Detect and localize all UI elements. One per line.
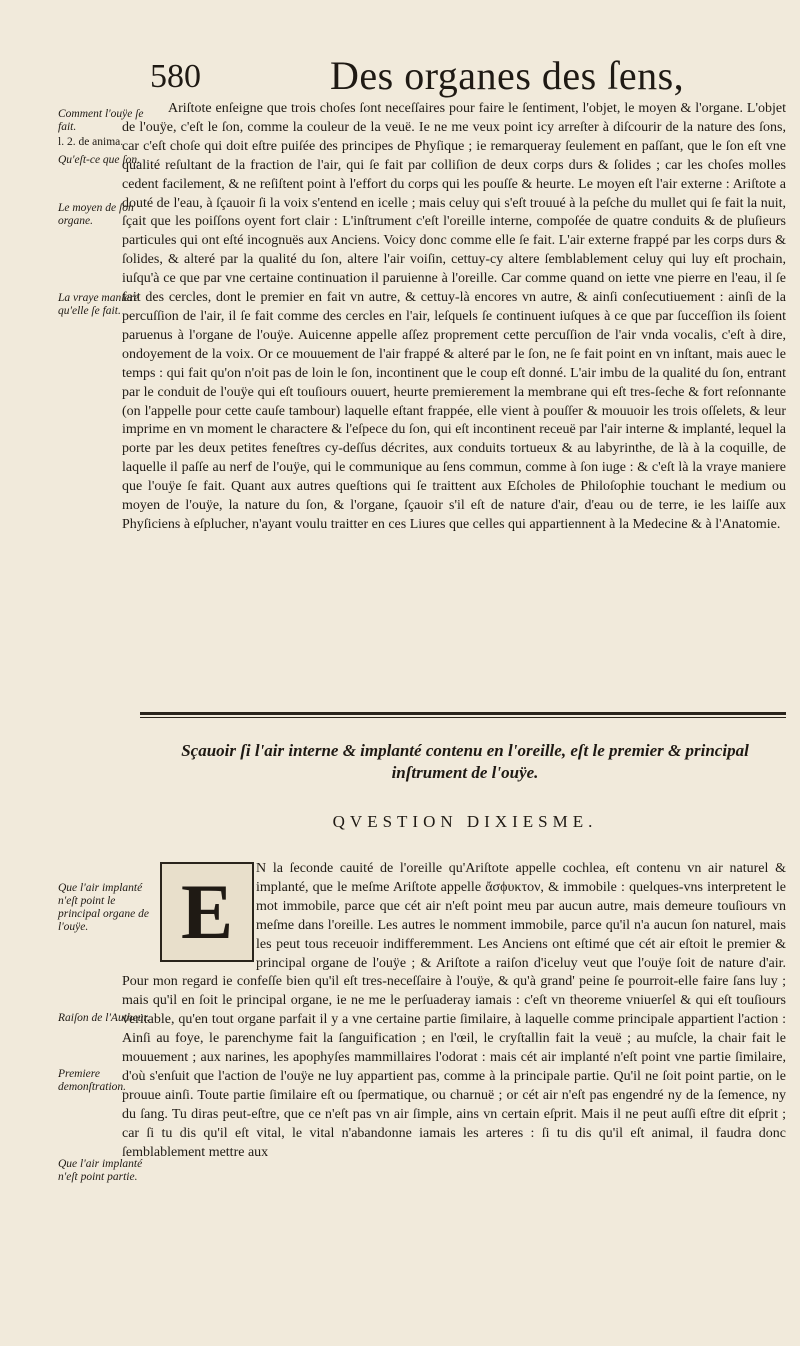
- question-title: Sçauoir ſi l'air interne & implanté contenu en l'oreille, eſt le premier & principal inſtrument de l'ouÿe.: [181, 741, 749, 782]
- paragraph-question: [122, 860, 786, 1163]
- margin-note: Que l'air implanté n'eſt point le principal organe de l'ouÿe.: [58, 882, 149, 933]
- paragraph-aristote: Ariſtote enſeigne que trois choſes ſont neceſſaires pour faire le ſentiment, l'objet, le moyen & l'organe. L'objet de l'ouÿe, c'eſt le ſon, comme la couleur de la veuë. Ie ne me veux point icy arreſter à diſcourir de la nature des ſons, car c'eſt choſe qui doit eſtre puiſée des principes de Phyſique ; ie remarqueray ſeulement en paſſant, que le ſon eſt vne qualité reſultant de la fraction de l'air, qui ſe fait par colliſion de deux corps durs & ſolides ; car les choſes molles cedent facilement, & ne reſiſtent point à l'effort du corps qui les pouſſe & heurte. Le moyen eſt l'air externe : Ariſtote a douté de l'eau, à ſçauoir ſi la voix s'entend en icelle ; mais celuy qui s'eſt trouué à la peſche du mullet qui ſe fait la nuit, ſçait que les poiſſons oyent fort clair : L'inſtrument c'eſt l'oreille interne, compoſée de quatre conduits & de pluſieurs particules qui ont eſté incognuës aux Anciens. Voicy donc comme elle ſe fait. L'air externe frappé par les corps durs & ſolides, & alteré par la qualité du ſon, altere l'air voiſin, cettuy-cy altere ſemblablement celuy qui luy eſt prochain, iuſqu'à ce que par vne certaine continuation il paruienne à l'oreille. Car comme quand on iette vne pierre en l'eau, il ſe fait des cercles, dont le premier en fait vn autre, & cettuy-là encores vn autre, & ainſi conſecutiuement : ainſi de la percuſſion de l'air, il ſe fait comme des cercles en l'air, leſquels ſe continuent iuſques à ce que par ſucceſſion ils ſoient paruenus à l'organe de l'ouÿe. Auicenne appelle aſſez proprement cette percuſſion de l'air vnda vocalis, c'eſt à dire, ondoyement de la voix. Or ce mouuement de l'air frappé & alteré par le ſon, ne ſe fait point en vn inſtant, mais auec le temps : qui fait qu'on n'oit pas de loin le ſon, incontinent que le coup eſt donné. L'air imbu de la qualité du ſon, entrant par le conduit de l'ouÿe qui eſt touſiours ouuert, heurte premierement la membrane qui eſt tres-ſeche & fort reſonnante (on l'appelle pour cette cauſe tambour) laquelle eſtant frappée, elle vient à pouſſer & mouuoir les trois oſſelets, & leur imprime en vn moment le charactere & l'eſpece du ſon, qui eſt incontinent receuë par l'air interne & implanté, lequel la porte par les deux petites feneſtres cy-deſſus décrites, aux conduits tortueux & au labyrinthe, de là à la coquille, de laquelle il paſſe au nerf de l'ouÿe, qui le communique au ſens commun, comme à ſon iuge : & c'eſt là la vraye maniere que l'ouÿe ſe fait. Quant aux autres queſtions qui ſe traittent aux Eſcholes de Philoſophie touchant le medium ou moyen de l'ouÿe, la nature du ſon, & l'organe, ſçauoir s'il eſt de nature d'air, d'eau ou de terre, ie les laiſſe aux Phyſiciens à eſplucher, n'ayant voulu traitter en ces Liures que celles qui appartiennent à la Medecine & à l'Anatomie.: [122, 101, 786, 532]
- paragraph-question-text: N la ſeconde cauité de l'oreille qu'Ariſtote appelle cochlea, eſt contenu vn air naturel & implanté, que le meſme Ariſtote appelle ἄσϕυκτον, & immobile : quelques-vns interpretent le mot immobile, parce que cét air n'eſt point meu par aucun autre, mais demeure touſiours vn meſme dans l'oreille. Les autres le nomment immobile, parce qu'il n'a aucun ſon naturel, mais les peut tous receuoir indifferemment. Les Anciens ont eſtimé que cét air eſtoit le premier & principal organe de l'ouÿe ; & Ariſtote a raiſon d'iceluy veut que l'ouÿe ſoit de nature d'air. Pour mon regard ie confeſſe bien qu'il eſt tres-neceſſaire à l'ouÿe, & qu'à grand' peine ſe pourroit-elle faire ſans luy ; mais qu'il en ſoit le principal organe, ie ne me le perſuaderay iamais : c'eſt vn theoreme vniuerſel & qui eſt touſiours veritable, qu'en tout organe parfait il y a vne certaine partie ſimilaire, à laquelle comme principale appartient l'action : Ainſi au foye, le parenchyme fait la ſanguification ; en l'œil, le cryſtallin fait la veuë ; au muſcle, la chair fait le mouuement ; aux narines, les apophyſes mammillaires l'odorat : mais cét air implanté n'eſt point vne partie ſimilaire, d'où s'enſuit que l'action de l'ouÿe ne luy appartient pas, comme à la principale partie. Qu'il ne ſoit point partie, on le prouue ainſi. Toute partie ſimilaire eſt ou ſpermatique, ou charnuë ; or cét air n'eſt pas engendré ny de la ſemence, ny du ſang. Tu diras peut-eſtre, que ce n'eſt pas vn air ſimple, ains vn certain eſprit. Mais il ne peut auſſi eſtre dit eſprit ; car ſi tu dis qu'il eſt vital, le vital n'abandonne iamais les arteres : ſi tu dis qu'il eſt animal, il faudra donc ſemblablement mettre aux: [122, 861, 786, 1160]
- running-head: Des organes des ſens,: [330, 53, 685, 98]
- margin-note: l. 2. de anima.: [58, 136, 124, 148]
- margin-note: Premiere demonſtration.: [58, 1068, 127, 1093]
- margin-note: La vraye maniere qu'elle ſe fait.: [58, 292, 139, 317]
- margin-note: Comment l'ouÿe ſe fait.: [58, 108, 144, 133]
- drop-cap-letter: E: [180, 868, 234, 955]
- page-header: [150, 52, 790, 98]
- margin-note: Le moyen de ſon organe.: [58, 202, 134, 227]
- section-rule-thin: [140, 717, 786, 718]
- page-number: 580: [150, 58, 201, 95]
- margin-note: Raiſon de l'Autheur.: [58, 1012, 150, 1024]
- section-rule: [140, 712, 786, 715]
- question-label: QVESTION DIXIESME.: [332, 812, 598, 831]
- margin-note: Que l'air implanté n'eſt point partie.: [58, 1158, 143, 1183]
- margin-note: Qu'eſt-ce que ſon.: [58, 154, 140, 166]
